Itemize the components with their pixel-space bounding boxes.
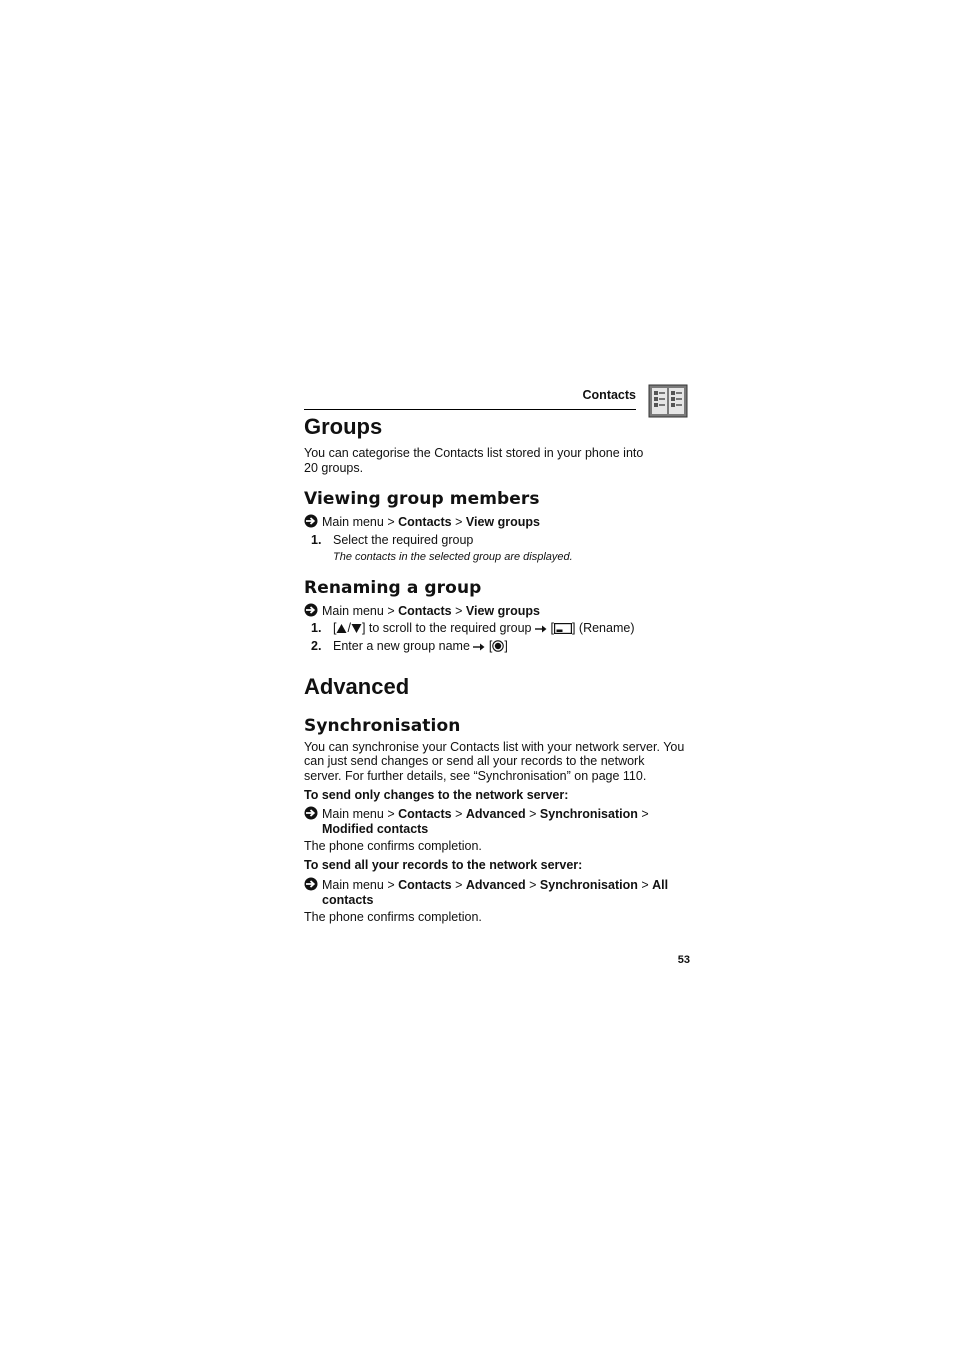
viewing-step-1: Select the required group [333, 533, 474, 547]
contacts-book-icon [648, 384, 688, 418]
path-main-menu: Main menu [322, 515, 384, 529]
path-separator: > [387, 604, 395, 618]
renaming-step-2-text: Enter a new group name [333, 639, 470, 653]
header-rule [304, 409, 636, 410]
sync-changes-menu-path [304, 806, 694, 836]
path-separator: > [387, 515, 395, 529]
groups-intro-line2: 20 groups. [304, 461, 364, 475]
menu-path-arrow-icon [304, 603, 318, 617]
step-number: 2. [311, 639, 322, 653]
up-key-icon [336, 623, 347, 634]
sync-body-line1: You can synchronise your Contacts list with your network server. You [304, 740, 685, 754]
path-modified-contacts: Modified contacts [322, 821, 429, 836]
bracket-open: [ [333, 621, 337, 635]
path-all: All [652, 878, 669, 892]
path-separator: > [387, 878, 395, 892]
path-advanced: Advanced [465, 878, 526, 892]
sync-confirm-2: The phone confirms completion. [304, 910, 482, 924]
menu-path-arrow-icon [304, 806, 318, 820]
path-separator: > [455, 604, 463, 618]
path-main-menu: Main menu [322, 807, 384, 821]
path-separator: > [529, 878, 537, 892]
sync-subheading-all: To send all your records to the network server: [304, 858, 583, 872]
bracket-open: [ [488, 639, 493, 653]
heading-groups: Groups [304, 414, 383, 439]
arrow-right-icon [535, 624, 547, 634]
path-contacts: Contacts [398, 604, 452, 618]
path-separator: > [641, 807, 649, 821]
sync-all-menu-path [304, 877, 694, 907]
path-advanced: Advanced [465, 807, 526, 821]
renaming-step-1-text: ] to scroll to the required group [361, 621, 532, 635]
path-main-menu: Main menu [322, 604, 384, 618]
path-contacts: Contacts [398, 515, 452, 529]
viewing-menu-path [304, 514, 694, 530]
page-number: 53 [677, 954, 690, 966]
path-separator: > [455, 515, 463, 529]
renaming-step-1 [333, 621, 635, 635]
viewing-step-1-note: The contacts in the selected group are displayed. [333, 551, 573, 563]
bracket-close: ] [504, 639, 508, 653]
left-soft-key-icon [554, 623, 572, 634]
renaming-menu-path [304, 603, 694, 619]
menu-path-arrow-icon [304, 877, 318, 891]
center-select-key-icon [492, 640, 504, 652]
path-synchronisation: Synchronisation [539, 807, 638, 821]
path-separator: > [455, 878, 463, 892]
renaming-step-2 [333, 639, 508, 653]
path-all-contacts: contacts [322, 892, 374, 907]
step-number: 1. [311, 621, 322, 635]
sync-body-line2: can just send changes or send all your records to the network [304, 754, 645, 768]
path-separator: > [455, 807, 463, 821]
heading-synchronisation: Synchronisation [304, 716, 461, 736]
menu-path-arrow-icon [304, 514, 318, 528]
step-number: 1. [311, 533, 322, 547]
sync-body-line3: server. For further details, see “Synchronisation” on page 110. [304, 769, 647, 783]
bracket-open: [ [550, 621, 554, 635]
sync-confirm-1: The phone confirms completion. [304, 839, 482, 853]
path-separator: > [387, 807, 395, 821]
path-synchronisation: Synchronisation [539, 878, 638, 892]
groups-intro-line1: You can categorise the Contacts list stored in your phone into [304, 446, 644, 460]
path-view-groups: View groups [465, 604, 540, 618]
path-view-groups: View groups [465, 515, 540, 529]
down-key-icon [351, 623, 362, 634]
path-separator: > [529, 807, 537, 821]
heading-advanced: Advanced [304, 674, 410, 699]
sync-subheading-changes: To send only changes to the network server: [304, 788, 569, 802]
path-contacts: Contacts [398, 878, 452, 892]
heading-viewing-group-members: Viewing group members [304, 489, 540, 509]
running-head: Contacts [582, 388, 636, 402]
heading-renaming-a-group: Renaming a group [304, 578, 482, 598]
arrow-right-icon [473, 642, 485, 652]
rename-label: ] (Rename) [571, 621, 635, 635]
path-contacts: Contacts [398, 807, 452, 821]
path-main-menu: Main menu [322, 878, 384, 892]
slash: / [347, 621, 351, 635]
path-separator: > [641, 878, 649, 892]
